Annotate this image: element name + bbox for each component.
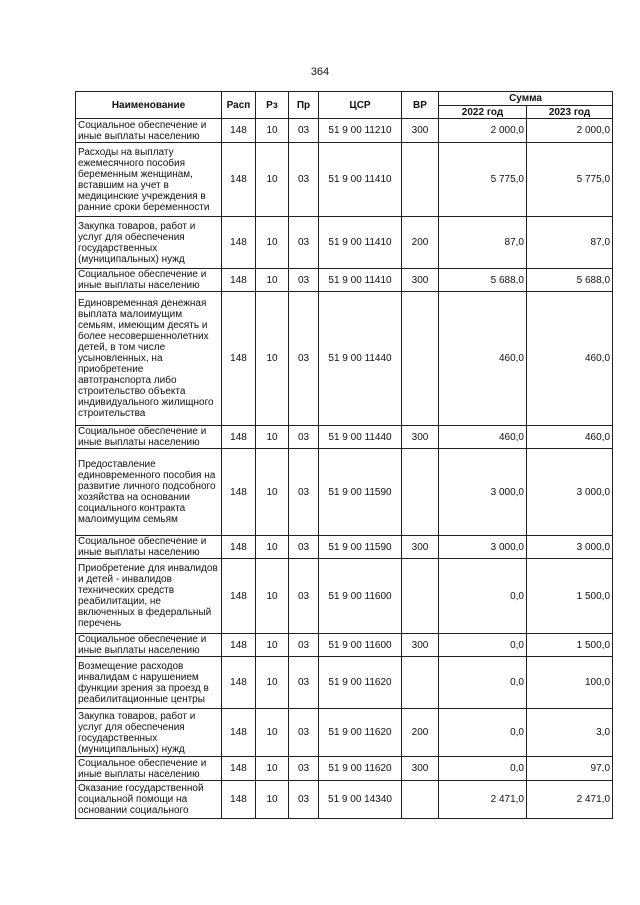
- row-vr: [402, 559, 439, 634]
- row-csr: 51 9 00 11440: [319, 426, 402, 449]
- row-rz: 10: [256, 709, 289, 757]
- row-rz: 10: [256, 119, 289, 143]
- row-rasp: 148: [222, 449, 256, 536]
- table-row: [76, 559, 613, 634]
- row-2023: 87,0: [527, 217, 613, 269]
- row-2023: 3,0: [527, 709, 613, 757]
- header-csr: ЦСР: [319, 92, 402, 119]
- row-rasp: 148: [222, 292, 256, 426]
- row-pr: 03: [289, 757, 319, 781]
- table-row: [76, 634, 613, 657]
- header-2022: 2022 год: [439, 106, 527, 119]
- row-2022: 87,0: [439, 217, 527, 269]
- row-pr: 03: [289, 634, 319, 657]
- row-csr: 51 9 00 11600: [319, 559, 402, 634]
- row-vr: 300: [402, 119, 439, 143]
- table-row: [76, 292, 613, 426]
- row-rasp: 148: [222, 217, 256, 269]
- row-rasp: 148: [222, 119, 256, 143]
- row-name: Приобретение для инвалидов и детей - инвалидов технических средств реабилитации, не включенных в федеральный перечень: [76, 559, 222, 634]
- row-2022: 2 471,0: [439, 781, 527, 819]
- row-2022: 5 775,0: [439, 143, 527, 217]
- row-csr: 51 9 00 11410: [319, 143, 402, 217]
- header-vr: ВР: [402, 92, 439, 119]
- table-row: [76, 657, 613, 709]
- row-vr: 300: [402, 269, 439, 292]
- row-rz: 10: [256, 426, 289, 449]
- row-csr: 51 9 00 11440: [319, 292, 402, 426]
- row-rz: 10: [256, 449, 289, 536]
- row-2023: 100,0: [527, 657, 613, 709]
- row-2022: 0,0: [439, 709, 527, 757]
- row-name: Социальное обеспечение и иные выплаты населению: [76, 426, 222, 449]
- row-csr: 51 9 00 11620: [319, 757, 402, 781]
- row-vr: 200: [402, 709, 439, 757]
- table-row: [76, 217, 613, 269]
- row-csr: 51 9 00 14340: [319, 781, 402, 819]
- row-2023: 460,0: [527, 426, 613, 449]
- row-2023: 97,0: [527, 757, 613, 781]
- row-rasp: 148: [222, 657, 256, 709]
- row-rasp: 148: [222, 709, 256, 757]
- row-vr: [402, 292, 439, 426]
- row-vr: 300: [402, 634, 439, 657]
- row-pr: 03: [289, 781, 319, 819]
- row-rz: 10: [256, 143, 289, 217]
- row-csr: 51 9 00 11590: [319, 449, 402, 536]
- table-row: [76, 119, 613, 143]
- row-rz: 10: [256, 536, 289, 559]
- row-2023: 460,0: [527, 292, 613, 426]
- row-2023: 2 000,0: [527, 119, 613, 143]
- row-vr: 300: [402, 536, 439, 559]
- table-body: [76, 119, 613, 819]
- row-rasp: 148: [222, 781, 256, 819]
- row-csr: 51 9 00 11210: [319, 119, 402, 143]
- row-2022: 3 000,0: [439, 536, 527, 559]
- row-rasp: 148: [222, 559, 256, 634]
- row-csr: 51 9 00 11600: [319, 634, 402, 657]
- header-rz: Рз: [256, 92, 289, 119]
- header-sum: Сумма: [439, 92, 613, 106]
- row-name: Предоставление единовременного пособия на развитие личного подсобного хозяйства на основании социального контракта малоимущим семьям: [76, 449, 222, 536]
- row-2023: 3 000,0: [527, 449, 613, 536]
- header-pr: Пр: [289, 92, 319, 119]
- row-vr: [402, 657, 439, 709]
- row-pr: 03: [289, 559, 319, 634]
- row-rasp: 148: [222, 536, 256, 559]
- table-row: [76, 426, 613, 449]
- row-csr: 51 9 00 11620: [319, 657, 402, 709]
- row-2022: 3 000,0: [439, 449, 527, 536]
- row-rz: 10: [256, 559, 289, 634]
- row-2022: 460,0: [439, 426, 527, 449]
- row-pr: 03: [289, 217, 319, 269]
- row-csr: 51 9 00 11590: [319, 536, 402, 559]
- row-pr: 03: [289, 269, 319, 292]
- row-name: Социальное обеспечение и иные выплаты населению: [76, 757, 222, 781]
- row-rz: 10: [256, 634, 289, 657]
- row-vr: [402, 143, 439, 217]
- row-csr: 51 9 00 11620: [319, 709, 402, 757]
- row-vr: 300: [402, 426, 439, 449]
- header-name: Наименование: [76, 92, 222, 119]
- row-name: Социальное обеспечение и иные выплаты населению: [76, 634, 222, 657]
- row-name: Закупка товаров, работ и услуг для обеспечения государственных (муниципальных) нужд: [76, 217, 222, 269]
- row-name: Возмещение расходов инвалидам с нарушением функции зрения за проезд в реабилитационные центры: [76, 657, 222, 709]
- row-2022: 2 000,0: [439, 119, 527, 143]
- row-vr: [402, 449, 439, 536]
- row-rz: 10: [256, 217, 289, 269]
- row-rz: 10: [256, 781, 289, 819]
- row-pr: 03: [289, 536, 319, 559]
- row-rasp: 148: [222, 757, 256, 781]
- row-2022: 0,0: [439, 559, 527, 634]
- row-name: Оказание государственной социальной помощи на основании социального: [76, 781, 222, 819]
- row-name: Закупка товаров, работ и услуг для обеспечения государственных (муниципальных) нужд: [76, 709, 222, 757]
- row-rz: 10: [256, 292, 289, 426]
- row-pr: 03: [289, 657, 319, 709]
- row-2023: 5 688,0: [527, 269, 613, 292]
- row-rz: 10: [256, 269, 289, 292]
- row-name: Расходы на выплату ежемесячного пособия беременным женщинам, вставшим на учет в медицинские учреждения в ранние сроки беременности: [76, 143, 222, 217]
- row-2022: 460,0: [439, 292, 527, 426]
- row-2023: 1 500,0: [527, 634, 613, 657]
- row-2023: 2 471,0: [527, 781, 613, 819]
- page-number: 364: [310, 66, 330, 78]
- row-name: Социальное обеспечение и иные выплаты населению: [76, 536, 222, 559]
- row-pr: 03: [289, 426, 319, 449]
- row-csr: 51 9 00 11410: [319, 217, 402, 269]
- row-vr: [402, 781, 439, 819]
- table-row: [76, 269, 613, 292]
- row-pr: 03: [289, 119, 319, 143]
- row-2022: 5 688,0: [439, 269, 527, 292]
- row-name: Единовременная денежная выплата малоимущим семьям, имеющим десять и более несовершеннолетних детей, в том числе усыновленных, на приобретение автотранспорта либо строительство объекта индивидуального жилищного строительства: [76, 292, 222, 426]
- table-row: [76, 781, 613, 819]
- row-vr: 300: [402, 757, 439, 781]
- header-2023: 2023 год: [527, 106, 613, 119]
- table-row: [76, 709, 613, 757]
- row-pr: 03: [289, 709, 319, 757]
- row-pr: 03: [289, 292, 319, 426]
- row-rasp: 148: [222, 426, 256, 449]
- row-2022: 0,0: [439, 657, 527, 709]
- row-name: Социальное обеспечение и иные выплаты населению: [76, 119, 222, 143]
- row-pr: 03: [289, 449, 319, 536]
- row-rz: 10: [256, 657, 289, 709]
- row-2023: 1 500,0: [527, 559, 613, 634]
- row-2023: 3 000,0: [527, 536, 613, 559]
- row-rasp: 148: [222, 269, 256, 292]
- row-rasp: 148: [222, 634, 256, 657]
- table-row: [76, 449, 613, 536]
- row-vr: 200: [402, 217, 439, 269]
- table-row: [76, 143, 613, 217]
- table-row: [76, 536, 613, 559]
- row-pr: 03: [289, 143, 319, 217]
- header-rasp: Расп: [222, 92, 256, 119]
- row-2022: 0,0: [439, 757, 527, 781]
- table-row: [76, 757, 613, 781]
- row-2023: 5 775,0: [527, 143, 613, 217]
- row-rz: 10: [256, 757, 289, 781]
- row-2022: 0,0: [439, 634, 527, 657]
- row-csr: 51 9 00 11410: [319, 269, 402, 292]
- row-name: Социальное обеспечение и иные выплаты населению: [76, 269, 222, 292]
- budget-table: [75, 91, 613, 819]
- row-rasp: 148: [222, 143, 256, 217]
